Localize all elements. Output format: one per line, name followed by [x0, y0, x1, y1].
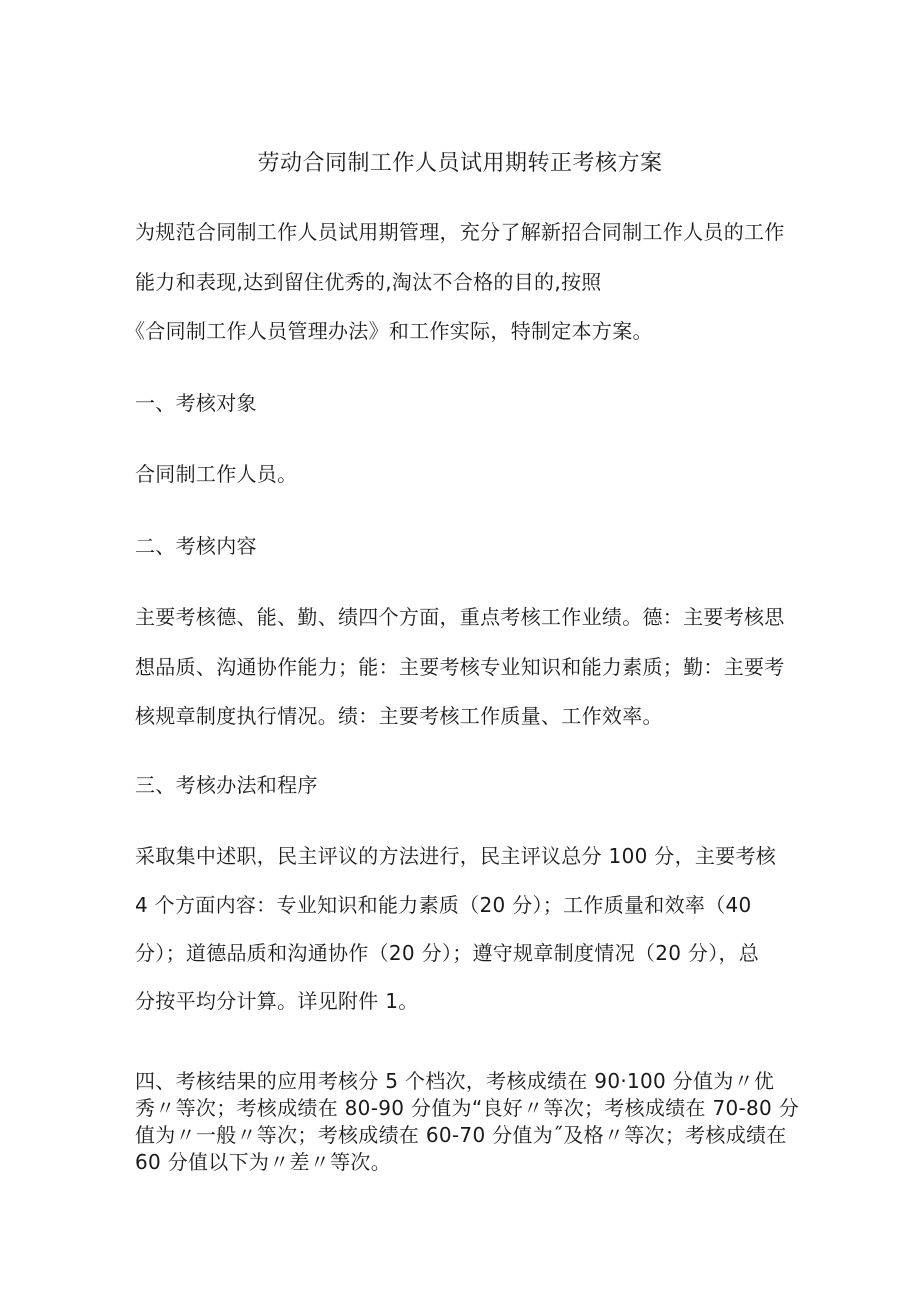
section2-line-3: 核规章制度执行情况。绩：主要考核工作质量、工作效率。: [135, 704, 663, 728]
section1-heading: 一、考核对象: [135, 391, 257, 415]
section4-line-1: 四、考核结果的应用考核分 5 个档次，考核成绩在 90·100 分值为〃优: [135, 1069, 775, 1093]
section1-body: 合同制工作人员。: [135, 462, 298, 486]
section2-heading: 二、考核内容: [135, 534, 257, 558]
section3-heading: 三、考核办法和程序: [135, 773, 318, 797]
section3-line-4: 分按平均分计算。详见附件 1。: [135, 989, 419, 1013]
intro-line-1: 为规范合同制工作人员试用期管理，充分了解新招合同制工作人员的工作: [135, 220, 785, 244]
section4-line-3: 值为〃一般〃等次；考核成绩在 60-70 分值为˝及格〃等次；考核成绩在: [135, 1123, 787, 1147]
section4-line-2: 秀〃等次；考核成绩在 80-90 分值为“良好〃等次；考核成绩在 70-80 分: [135, 1096, 800, 1120]
section2-line-2: 想品质、沟通协作能力；能：主要考核专业知识和能力素质；勤：主要考: [135, 655, 785, 679]
section3-line-3: 分）；道德品质和沟通协作（20 分）；遵守规章制度情况（20 分），总: [135, 941, 760, 965]
section3-line-1: 采取集中述职，民主评议的方法进行，民主评议总分 100 分，主要考核: [135, 844, 777, 868]
section3-line-2: 4 个方面内容：专业知识和能力素质（20 分）；工作质量和效率（40: [135, 893, 752, 917]
document-title: 劳动合同制工作人员试用期转正考核方案: [257, 151, 663, 176]
section2-line-1: 主要考核德、能、勤、绩四个方面，重点考核工作业绩。德：主要考核思: [135, 605, 785, 629]
intro-line-3: 《合同制工作人员管理办法》和工作实际，特制定本方案。: [125, 319, 653, 343]
section4-line-4: 60 分值以下为〃差〃等次。: [135, 1150, 392, 1174]
intro-line-2: 能力和表现,达到留住优秀的,淘汰不合格的目的,按照: [135, 270, 602, 294]
